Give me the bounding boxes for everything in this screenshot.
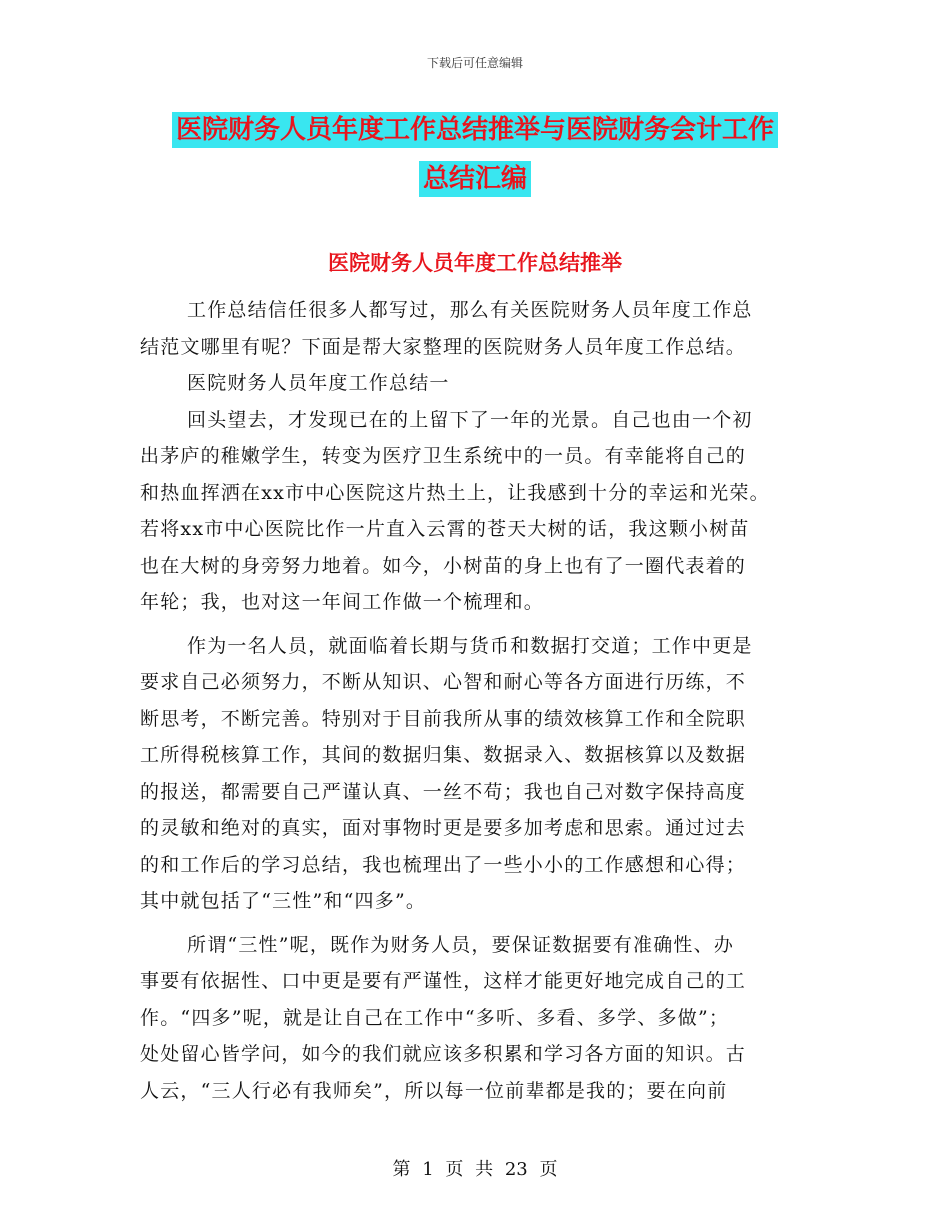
text-line: 回头望去，才发现已在的上留下了一年的光景。自己也由一个初 bbox=[187, 408, 753, 431]
text-line: 事要有依据性、口中更是要有严谨性，这样才能更好地完成自己的工 bbox=[140, 970, 747, 992]
header-note: 下载后可任意编辑 bbox=[426, 56, 523, 70]
title-line-2: 总结汇编 bbox=[419, 161, 531, 197]
text-line: 的和工作后的学习总结，我也梳理出了一些小小的工作感想和心得； bbox=[140, 853, 747, 876]
text-line: 工作总结信任很多人都写过，那么有关医院财务人员年度工作总 bbox=[187, 299, 753, 321]
text-line: 年轮；我，也对这一年间工作做一个梳理和。 bbox=[140, 591, 545, 613]
text-line: 若将xx市中心医院比作一片直入云霄的苍天大树的话，我这颗小树苗 bbox=[140, 518, 750, 540]
text-line: 的灵敏和绝对的真实，面对事物时更是要多加考虑和思索。通过过去 bbox=[140, 817, 747, 839]
text-line: 医院财务人员年度工作总结一 bbox=[187, 372, 450, 394]
text-line: 要求自己必须努力，不断从知识、心智和耐心等各方面进行历练，不 bbox=[140, 671, 747, 693]
text-line: 也在大树的身旁努力地着。如今，小树苗的身上也有了一圈代表着的 bbox=[140, 554, 747, 577]
text-line: 断思考，不断完善。特别对于目前我所从事的绩效核算工作和全院职 bbox=[140, 707, 747, 730]
text-line: 工所得税核算工作，其间的数据归集、数据录入、数据核算以及数据 bbox=[140, 744, 747, 766]
text-line: 处处留心皆学问，如今的我们就应该多积累和学习各方面的知识。古 bbox=[140, 1043, 747, 1065]
text-line: 人云，“三人行必有我师矣”，所以每一位前辈都是我的；要在向前 bbox=[140, 1079, 728, 1102]
text-line: 作为一名人员，就面临着长期与货币和数据打交道；工作中更是 bbox=[187, 634, 753, 657]
text-line: 的报送，都需要自己严谨认真、一丝不苟；我也自己对数字保持高度 bbox=[140, 780, 747, 803]
section-heading: 医院财务人员年度工作总结推举 bbox=[328, 251, 622, 275]
document-title bbox=[140, 112, 810, 197]
text-line: 其中就包括了“三性”和“四多”。 bbox=[140, 890, 427, 912]
text-line: 结范文哪里有呢？下面是帮大家整理的医院财务人员年度工作总结。 bbox=[140, 335, 747, 358]
page-footer: 第 1 页 共 23 页 bbox=[392, 1159, 558, 1180]
text-line: 所谓“三性”呢，既作为财务人员，要保证数据要有准确性、办 bbox=[187, 933, 735, 956]
title-line-1: 医院财务人员年度工作总结推举与医院财务会计工作 bbox=[172, 112, 778, 148]
text-line: 作。“四多”呢，就是让自己在工作中“多听、多看、多学、多做”； bbox=[140, 1006, 730, 1029]
text-line: 出茅庐的稚嫩学生，转变为医疗卫生系统中的一员。有幸能将自己的 bbox=[140, 445, 747, 467]
text-line: 和热血挥洒在xx市中心医院这片热土上，让我感到十分的幸运和光荣。 bbox=[140, 481, 770, 504]
body-text bbox=[140, 292, 805, 1109]
